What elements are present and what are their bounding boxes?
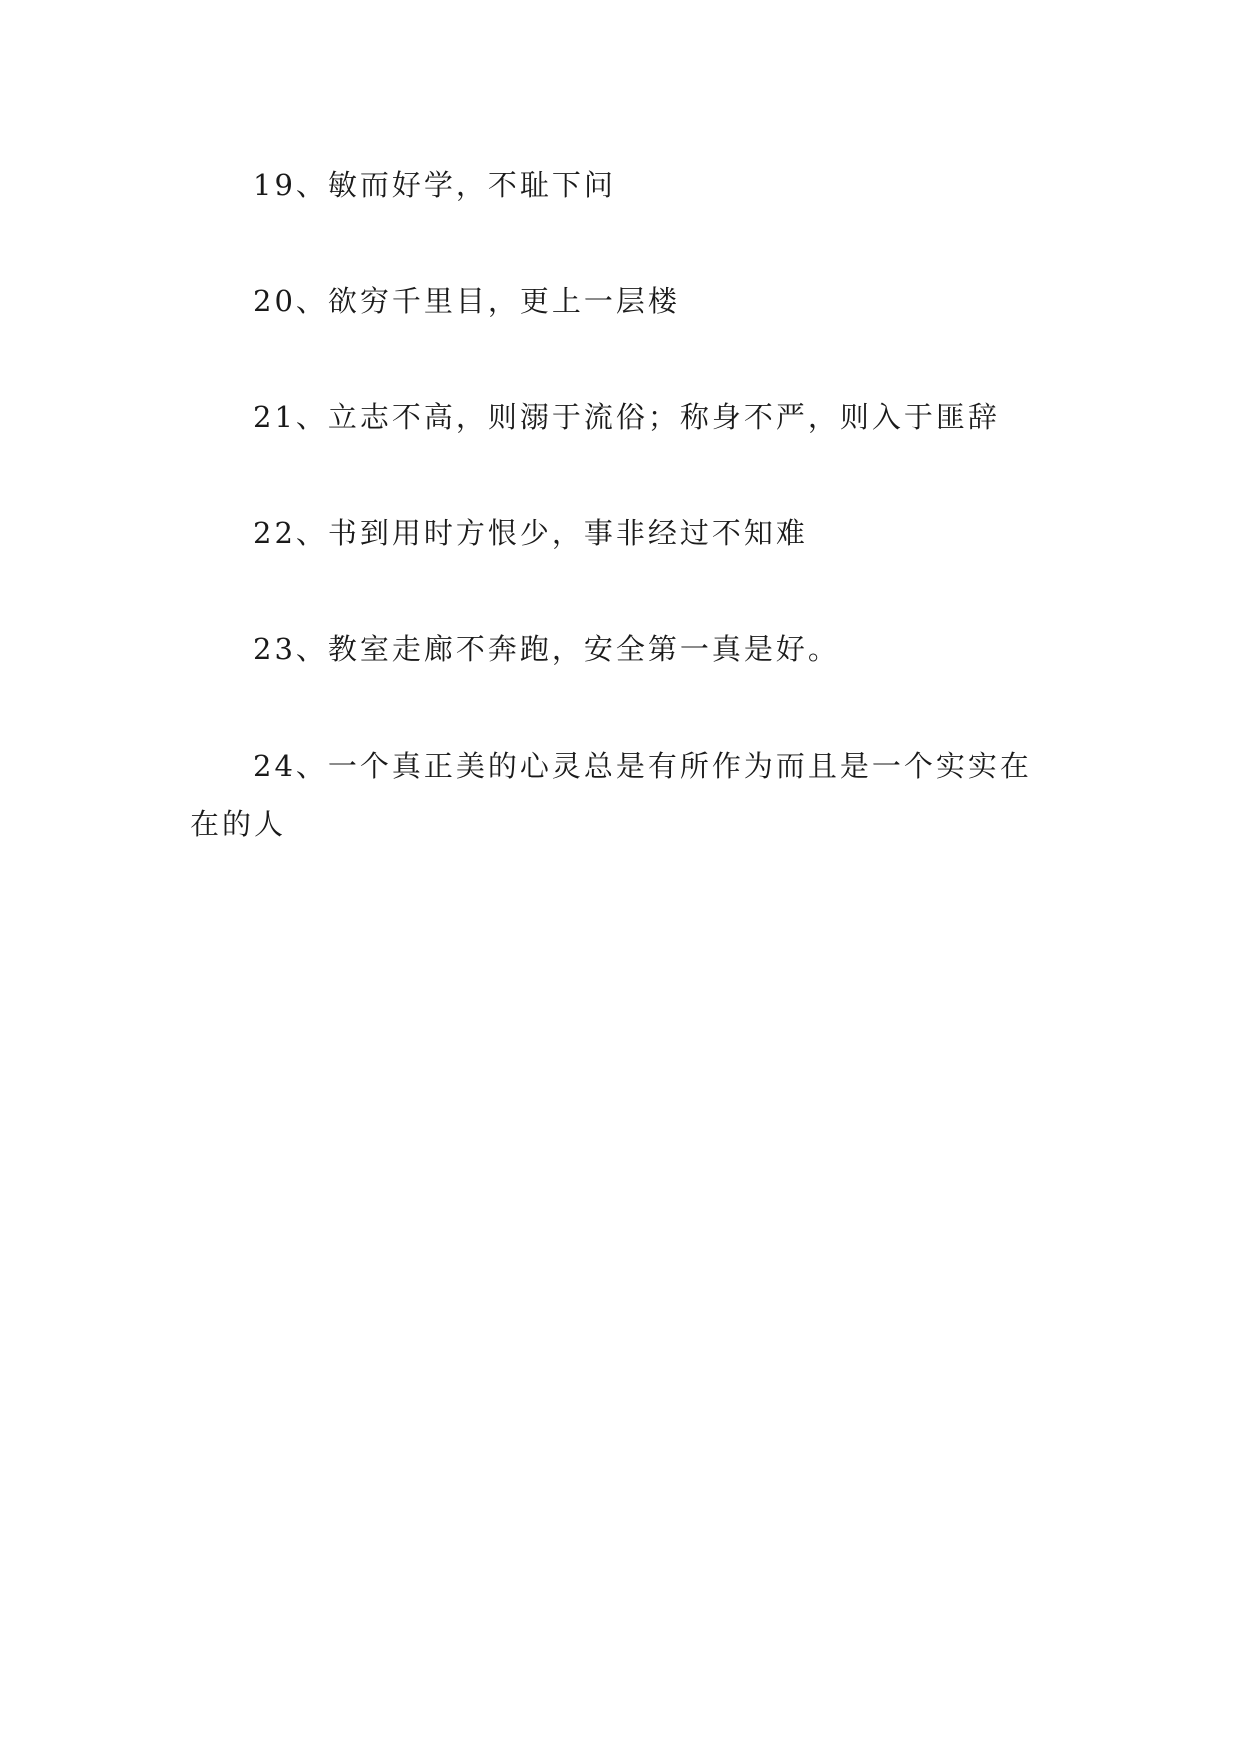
list-item: 22、书到用时方恨少，事非经过不知难 (253, 516, 808, 550)
list-item: 24、一个真正美的心灵总是有所作为而且是一个实实在在的人 (190, 749, 1032, 841)
list-item: 21、立志不高，则溺于流俗；称身不严，则入于匪辞 (253, 400, 1000, 434)
list-item: 19、敏而好学，不耻下问 (253, 168, 616, 202)
list-item: 20、欲穷千里目，更上一层楼 (253, 284, 680, 318)
list-item: 23、教室走廊不奔跑，安全第一真是好。 (253, 632, 840, 666)
